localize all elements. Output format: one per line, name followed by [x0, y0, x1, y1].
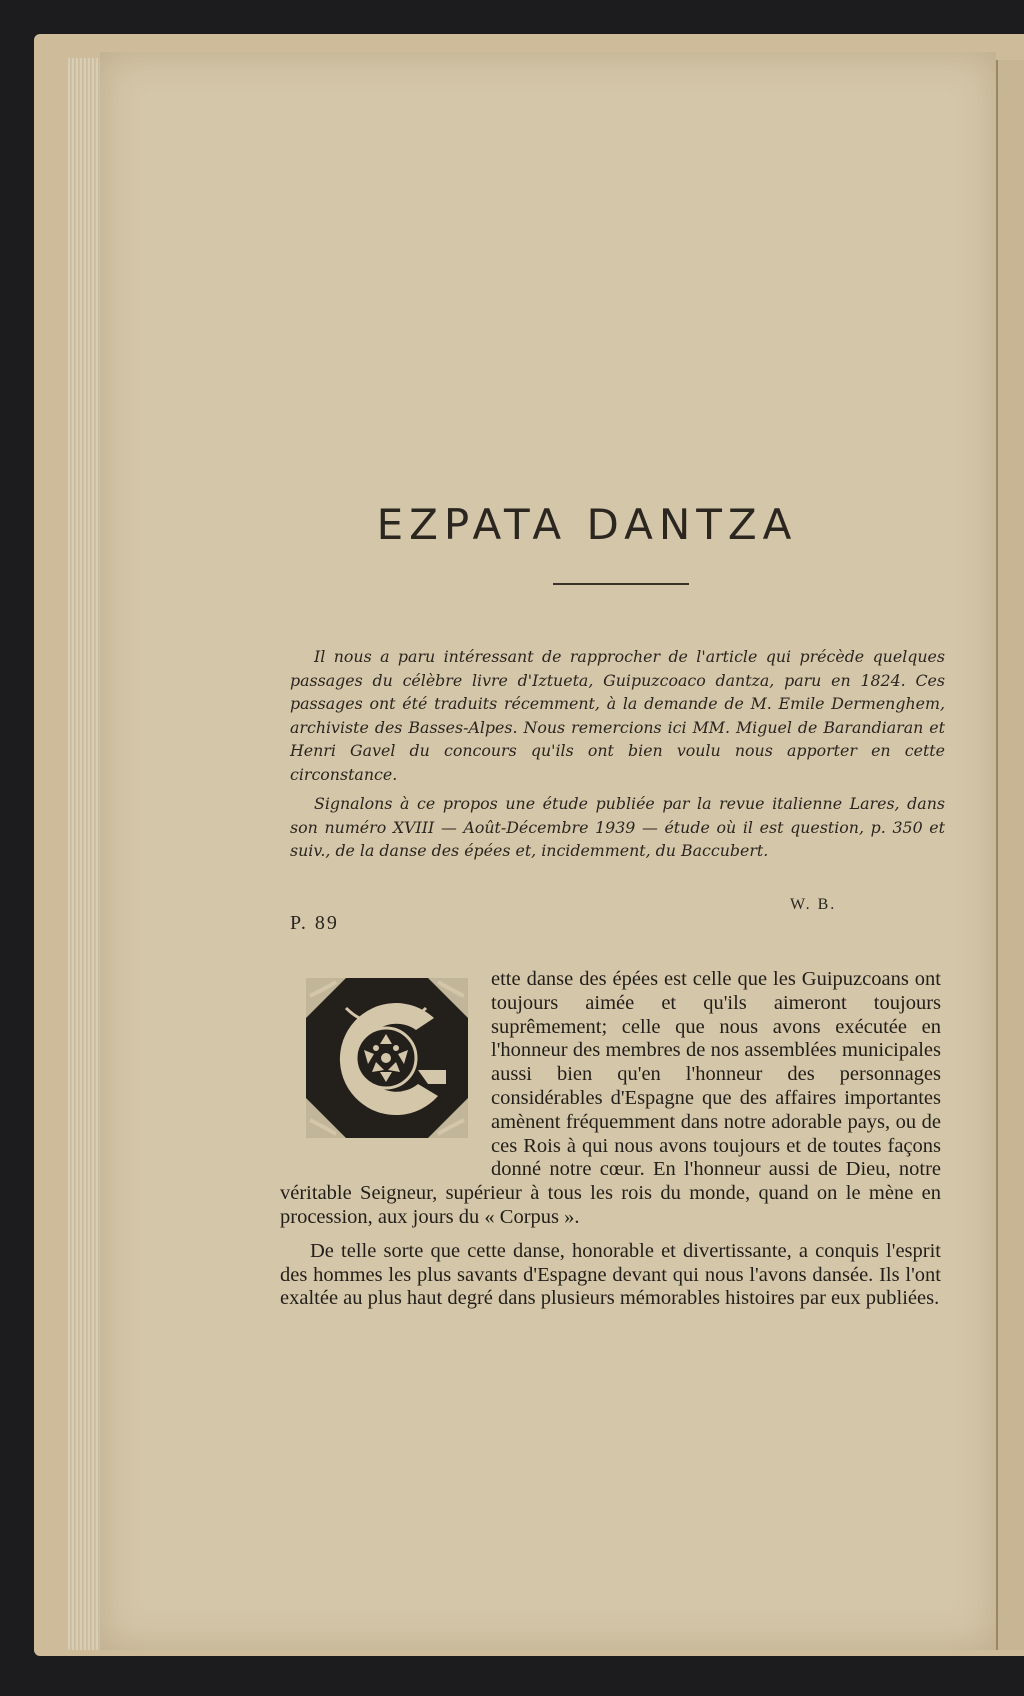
body-paragraph: De telle sorte que cette danse, honorable et divertissante, a conquis l'esprit des hommes les plus savants d'Espagne devant qui nous l'avons dansée. Ils l'ont exaltée au plus haut degré dans plusieurs mémorables histoires par eux publiées.: [280, 1239, 941, 1310]
editorial-note-paragraph: Il nous a paru intéressant de rapprocher de l'article qui précède quelques passages du célèbre livre d'Iztueta, Guipuzcoaco dantza, paru en 1824. Ces passages ont été traduits récemment, à la demande de M. Emile Dermenghem, archiviste des Basses-Alpes. Nous remercions ici MM. Miguel de Barandiaran et Henri Gavel du concours qu'ils ont bien voulu nous apporter en cette circonstance.: [290, 647, 945, 784]
article-body: [280, 968, 941, 1321]
editor-signature: W. B.: [790, 896, 837, 913]
body-paragraph-text: ette danse des épées est celle que les Guipuzcoans ont toujours aimée et qu'ils aimeront toujours suprêmement; celle que nous avons exécutée en l'honneur des membres de nos assemblées municipales aussi bien qu'en l'honneur des personnages considérables d'Espagne que des affaires importantes amènent fréquemment dans notre adorable pays, ou de ces Rois à qui nous avons toujours et de toutes façons donné notre cœur. En l'honneur aussi de Dieu, notre véritable Seigneur, supérieur à tous les rois du monde, quand on le mène en procession, aux jours du « Corpus ».: [280, 968, 941, 1228]
editorial-note: [290, 645, 945, 869]
drop-cap-space: [280, 968, 491, 1178]
title-rule: [553, 583, 689, 585]
facing-page-edge: [996, 60, 1024, 1650]
article-title: EZPATA DANTZA: [376, 500, 798, 549]
page-reference: P. 89: [290, 912, 339, 934]
body-paragraph: [280, 968, 941, 1230]
editorial-note-paragraph: Signalons à ce propos une étude publiée par la revue italienne Lares, dans son numéro XVIII — Août-Décembre 1939 — étude où il est question, p. 350 et suiv., de la danse des épées et, incidemment, du Baccubert.: [290, 794, 945, 860]
